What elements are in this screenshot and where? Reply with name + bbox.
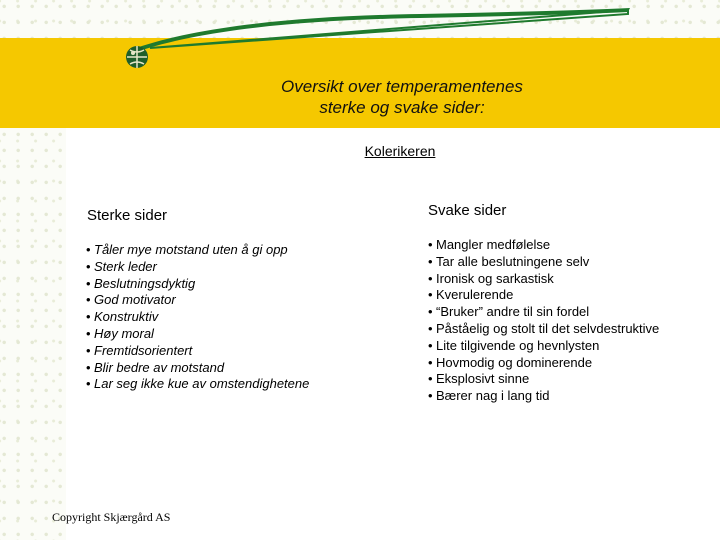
bullet-icon: •: [86, 376, 91, 392]
bullet-icon: •: [428, 304, 433, 320]
bullet-icon: •: [86, 342, 91, 358]
section-subtitle: Kolerikeren: [364, 143, 436, 159]
list-item: • Kverulerende: [428, 287, 514, 303]
bullet-icon: •: [428, 253, 433, 269]
list-item: • “Bruker” andre til sin fordel: [428, 304, 590, 320]
bullet-icon: •: [428, 388, 433, 404]
weaknesses-list: [428, 237, 659, 405]
globe-logo-icon: [124, 44, 150, 70]
list-item: • Lar seg ikke kue av omstendighetene: [86, 376, 310, 392]
list-item: • Mangler medfølelse: [428, 237, 551, 252]
list-item: • Sterk leder: [86, 258, 157, 274]
bullet-icon: •: [428, 237, 433, 252]
list-item: • Tåler mye motstand uten å gi opp: [86, 242, 288, 257]
list-item: • Lite tilgivende og hevnlysten: [428, 337, 600, 353]
list-item: • Påståelig og stolt til det selvdestruktive: [428, 320, 660, 336]
title-line-1: Oversikt over temperamentenes: [281, 77, 523, 96]
list-item: • Beslutningsdyktig: [86, 275, 196, 291]
bullet-icon: •: [428, 371, 433, 387]
list-item: • Høy moral: [86, 325, 154, 341]
copyright-notice: Copyright Skjærgård AS: [52, 510, 171, 524]
bullet-icon: •: [428, 337, 433, 353]
bullet-icon: •: [86, 242, 91, 257]
list-item: • Blir bedre av motstand: [86, 359, 225, 375]
weaknesses-heading: Svake sider: [428, 202, 507, 219]
list-item: • Ironisk og sarkastisk: [428, 270, 554, 286]
title-line-2: sterke og svake sider:: [319, 98, 485, 117]
bullet-icon: •: [86, 309, 91, 325]
bullet-icon: •: [86, 292, 91, 308]
bullet-icon: •: [86, 258, 91, 274]
strengths-list: [86, 242, 309, 393]
list-item: • Konstruktiv: [86, 309, 159, 325]
bullet-icon: •: [86, 325, 91, 341]
list-item: • God motivator: [86, 292, 176, 308]
list-item: • Hovmodig og dominerende: [428, 354, 593, 370]
list-item: • Bærer nag i lang tid: [428, 388, 550, 404]
bullet-icon: •: [428, 354, 433, 370]
list-item: • Eksplosivt sinne: [428, 371, 530, 387]
bullet-icon: •: [428, 320, 433, 336]
bullet-icon: •: [428, 287, 433, 303]
bullet-icon: •: [428, 270, 433, 286]
strengths-heading: Sterke sider: [87, 207, 168, 224]
list-item: • Fremtidsorientert: [86, 342, 193, 358]
page-title: [200, 76, 604, 118]
bullet-icon: •: [86, 359, 91, 375]
list-item: • Tar alle beslutningene selv: [428, 253, 590, 269]
decorative-swoosh: [0, 0, 720, 80]
bullet-icon: •: [86, 275, 91, 291]
